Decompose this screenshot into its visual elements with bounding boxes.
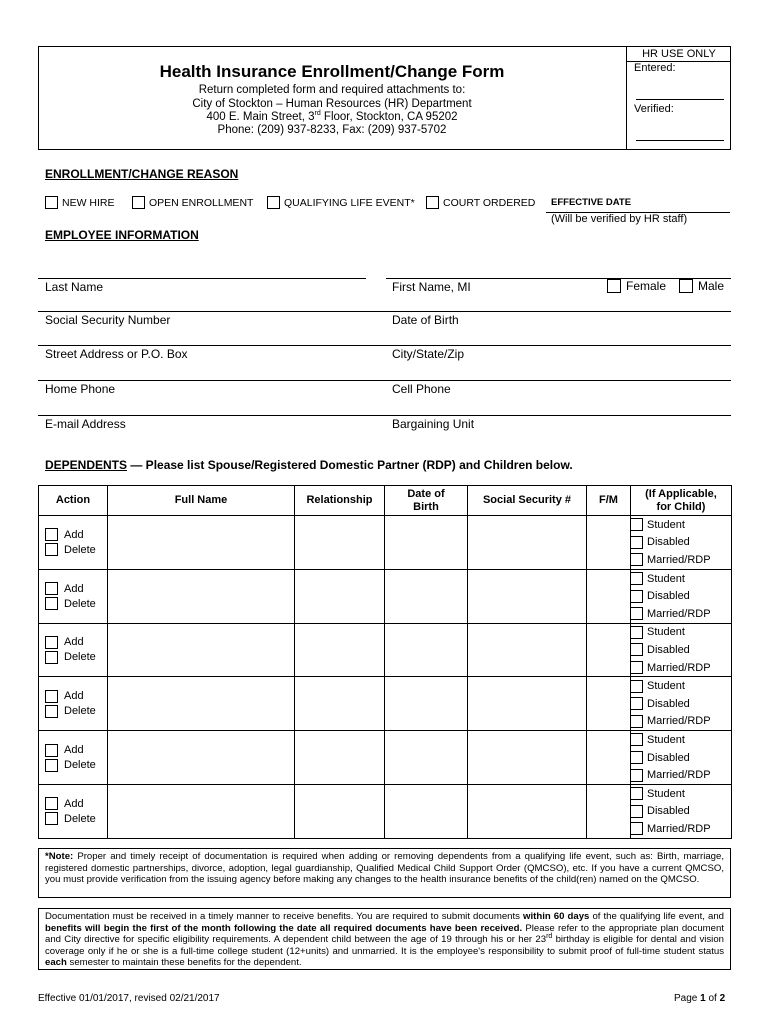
delete-label: Delete bbox=[64, 705, 96, 718]
action-option-delete[interactable] bbox=[45, 704, 107, 719]
student-label: Student bbox=[647, 626, 685, 639]
student-checkbox[interactable] bbox=[630, 572, 643, 585]
married-rdp-label: Married/RDP bbox=[647, 607, 711, 620]
student-checkbox[interactable] bbox=[630, 626, 643, 639]
dependent-full-name-field[interactable] bbox=[108, 677, 295, 731]
footer-effective-date: Effective 01/01/2017, revised 02/21/2017 bbox=[38, 993, 220, 1004]
dependent-action-cell bbox=[39, 516, 108, 570]
dependent-ssn-field[interactable] bbox=[468, 677, 587, 731]
reason-open-enrollment[interactable] bbox=[132, 196, 253, 209]
status-option-disabled[interactable] bbox=[631, 641, 731, 659]
qualifying-event-note: *Note: Proper and timely receipt of documentation is required when adding or removing dependents from a qualifying life event, such as: Birth, marriage, registered domestic partnerships, divorce, adoption, legal guardianship, Qualified Medical Child Support Order (QMCSO), etc. If you have a current QMCSO, you must provide verification from the issuing agency before making any changes to the health insurance benefits of the child(ren) named on the QMCSO. bbox=[38, 848, 731, 898]
male-label: Male bbox=[698, 279, 725, 293]
status-option-married-rdp[interactable] bbox=[631, 820, 731, 838]
dependent-full-name-field[interactable] bbox=[108, 569, 295, 623]
status-option-student[interactable] bbox=[631, 785, 731, 803]
col-action: Action bbox=[39, 486, 108, 516]
action-option-delete[interactable] bbox=[45, 650, 107, 665]
dependent-row bbox=[39, 516, 732, 570]
disabled-label: Disabled bbox=[647, 697, 690, 710]
add-label: Add bbox=[64, 690, 84, 703]
dependent-fm-field[interactable] bbox=[587, 784, 631, 838]
open-enrollment-checkbox[interactable] bbox=[132, 196, 145, 209]
street-label: Street Address or P.O. Box bbox=[45, 347, 188, 361]
address-department: City of Stockton – Human Resources (HR) Department bbox=[192, 98, 472, 110]
add-checkbox[interactable] bbox=[45, 690, 58, 703]
married-rdp-checkbox[interactable] bbox=[630, 661, 643, 674]
delete-label: Delete bbox=[64, 543, 96, 556]
disabled-checkbox[interactable] bbox=[630, 805, 643, 818]
status-option-married-rdp[interactable] bbox=[631, 766, 731, 784]
student-label: Student bbox=[647, 680, 685, 693]
col-applicable: (If Applicable, for Child) bbox=[631, 486, 732, 516]
delete-checkbox[interactable] bbox=[45, 651, 58, 664]
dependent-status-cell bbox=[631, 623, 732, 677]
dependent-action-cell bbox=[39, 569, 108, 623]
address-street: 400 E. Main Street, 3rd Floor, Stockton, CA 95202 bbox=[206, 110, 458, 123]
married-rdp-label: Married/RDP bbox=[647, 769, 711, 782]
dependent-row bbox=[39, 784, 732, 838]
home-phone-field[interactable] bbox=[38, 380, 731, 381]
status-option-married-rdp[interactable] bbox=[631, 551, 731, 569]
city-label: City/State/Zip bbox=[392, 347, 465, 361]
add-label: Add bbox=[64, 744, 84, 757]
ssn-field[interactable] bbox=[38, 311, 731, 312]
col-fm: F/M bbox=[587, 486, 631, 516]
disabled-checkbox[interactable] bbox=[630, 536, 643, 549]
status-option-disabled[interactable] bbox=[631, 534, 731, 552]
dependent-status-cell bbox=[631, 516, 732, 570]
status-option-disabled[interactable] bbox=[631, 803, 731, 821]
dependent-status-cell bbox=[631, 784, 732, 838]
documentation-note: Documentation must be received in a timely manner to receive benefits. You are required to submit documents within 60 days of the qualifying life event, and benefits will begin the first of the month following the date all required documents have been received. Please refer to the appropriate plan document and City directive for specific eligibility requirements. A dependent child between the age of 19 through his or her 23rd birthday is eligible for dental and vision coverage only if he or she is a full-time college student (12+units) and unmarried. It is the employee's responsibility to submit proof of full-time student status each semester to maintain these benefits for the dependent. bbox=[38, 908, 731, 970]
gender-male[interactable] bbox=[679, 279, 724, 293]
status-option-student[interactable] bbox=[631, 516, 731, 534]
female-checkbox[interactable] bbox=[607, 279, 621, 293]
status-option-student[interactable] bbox=[631, 570, 731, 588]
action-option-add[interactable] bbox=[45, 581, 107, 596]
dependent-action-cell bbox=[39, 784, 108, 838]
disabled-checkbox[interactable] bbox=[630, 697, 643, 710]
hr-use-title: HR USE ONLY bbox=[627, 47, 731, 62]
status-option-disabled[interactable] bbox=[631, 695, 731, 713]
address-phone: Phone: (209) 937-8233, Fax: (209) 937-5702 bbox=[217, 124, 447, 136]
status-option-student[interactable] bbox=[631, 677, 731, 695]
action-option-add[interactable] bbox=[45, 796, 107, 811]
dependent-ssn-field[interactable] bbox=[468, 569, 587, 623]
delete-checkbox[interactable] bbox=[45, 759, 58, 772]
student-checkbox[interactable] bbox=[630, 733, 643, 746]
effective-date-note: (Will be verified by HR staff) bbox=[551, 213, 688, 225]
dependent-status-cell bbox=[631, 677, 732, 731]
new-hire-checkbox[interactable] bbox=[45, 196, 58, 209]
dependent-fm-field[interactable] bbox=[587, 677, 631, 731]
action-option-add[interactable] bbox=[45, 689, 107, 704]
add-label: Add bbox=[64, 528, 84, 541]
delete-label: Delete bbox=[64, 597, 96, 610]
status-option-married-rdp[interactable] bbox=[631, 713, 731, 731]
dob-label: Date of Birth bbox=[392, 313, 459, 327]
qualifying-life-event-checkbox[interactable] bbox=[267, 196, 280, 209]
add-checkbox[interactable] bbox=[45, 582, 58, 595]
hr-verified-label: Verified: bbox=[634, 103, 674, 115]
gender-female[interactable] bbox=[607, 279, 666, 293]
footer-page-number: Page 1 of 2 bbox=[674, 993, 726, 1004]
add-checkbox[interactable] bbox=[45, 636, 58, 649]
first-name-label: First Name, MI bbox=[392, 280, 471, 294]
dependent-action-cell bbox=[39, 623, 108, 677]
bargaining-unit-label: Bargaining Unit bbox=[392, 417, 475, 431]
dependent-action-cell bbox=[39, 731, 108, 785]
delete-label: Delete bbox=[64, 759, 96, 772]
status-option-student[interactable] bbox=[631, 731, 731, 749]
effective-date-label: EFFECTIVE DATE bbox=[551, 197, 632, 208]
action-option-delete[interactable] bbox=[45, 596, 107, 611]
married-rdp-checkbox[interactable] bbox=[630, 715, 643, 728]
disabled-label: Disabled bbox=[647, 590, 690, 603]
new-hire-label: NEW HIRE bbox=[62, 196, 115, 209]
home-phone-label: Home Phone bbox=[45, 382, 116, 396]
dependent-full-name-field[interactable] bbox=[108, 784, 295, 838]
open-enrollment-label: OPEN ENROLLMENT bbox=[149, 196, 254, 209]
add-label: Add bbox=[64, 636, 84, 649]
action-option-delete[interactable] bbox=[45, 811, 107, 826]
delete-checkbox[interactable] bbox=[45, 705, 58, 718]
ssn-label: Social Security Number bbox=[45, 313, 171, 327]
col-ssn: Social Security # bbox=[468, 486, 587, 516]
married-rdp-label: Married/RDP bbox=[647, 715, 711, 728]
student-label: Student bbox=[647, 518, 685, 531]
action-option-delete[interactable] bbox=[45, 758, 107, 773]
status-option-student[interactable] bbox=[631, 624, 731, 642]
dependent-row bbox=[39, 623, 732, 677]
hr-entered-line[interactable] bbox=[636, 99, 724, 100]
disabled-label: Disabled bbox=[647, 751, 690, 764]
email-label: E-mail Address bbox=[45, 417, 126, 431]
delete-label: Delete bbox=[64, 812, 96, 825]
last-name-label: Last Name bbox=[45, 280, 104, 294]
dependents-table bbox=[38, 485, 732, 839]
add-checkbox[interactable] bbox=[45, 797, 58, 810]
add-checkbox[interactable] bbox=[45, 744, 58, 757]
employee-info-heading: EMPLOYEE INFORMATION bbox=[45, 228, 199, 242]
dependent-row bbox=[39, 677, 732, 731]
married-rdp-label: Married/RDP bbox=[647, 822, 711, 835]
status-option-disabled[interactable] bbox=[631, 587, 731, 605]
dependents-header-row bbox=[39, 486, 732, 516]
married-rdp-checkbox[interactable] bbox=[630, 607, 643, 620]
dependent-status-cell bbox=[631, 731, 732, 785]
disabled-label: Disabled bbox=[647, 536, 690, 549]
hr-verified-line[interactable] bbox=[636, 140, 724, 141]
married-rdp-label: Married/RDP bbox=[647, 661, 711, 674]
col-relationship: Relationship bbox=[295, 486, 385, 516]
dependent-relationship-field[interactable] bbox=[295, 677, 385, 731]
address-intro: Return completed form and required attachments to: bbox=[198, 84, 466, 96]
student-label: Student bbox=[647, 787, 685, 800]
action-option-delete[interactable] bbox=[45, 542, 107, 557]
married-rdp-checkbox[interactable] bbox=[630, 822, 643, 835]
court-ordered-label: COURT ORDERED bbox=[443, 196, 536, 209]
dependent-fm-field[interactable] bbox=[587, 516, 631, 570]
student-label: Student bbox=[647, 733, 685, 746]
disabled-label: Disabled bbox=[647, 643, 690, 656]
dependent-dob-field[interactable] bbox=[385, 516, 468, 570]
married-rdp-checkbox[interactable] bbox=[630, 769, 643, 782]
dependent-dob-field[interactable] bbox=[385, 784, 468, 838]
disabled-checkbox[interactable] bbox=[630, 590, 643, 603]
dependent-ssn-field[interactable] bbox=[468, 784, 587, 838]
dependent-full-name-field[interactable] bbox=[108, 516, 295, 570]
married-rdp-label: Married/RDP bbox=[647, 553, 711, 566]
court-ordered-checkbox[interactable] bbox=[426, 196, 439, 209]
dependent-dob-field[interactable] bbox=[385, 731, 468, 785]
dependent-relationship-field[interactable] bbox=[295, 784, 385, 838]
action-option-add[interactable] bbox=[45, 743, 107, 758]
student-checkbox[interactable] bbox=[630, 518, 643, 531]
dependent-action-cell bbox=[39, 677, 108, 731]
dependent-ssn-field[interactable] bbox=[468, 516, 587, 570]
add-checkbox[interactable] bbox=[45, 528, 58, 541]
student-label: Student bbox=[647, 572, 685, 585]
disabled-checkbox[interactable] bbox=[630, 751, 643, 764]
delete-checkbox[interactable] bbox=[45, 543, 58, 556]
dependent-relationship-field[interactable] bbox=[295, 516, 385, 570]
reason-qualifying-life-event[interactable] bbox=[267, 196, 415, 209]
disabled-checkbox[interactable] bbox=[630, 643, 643, 656]
dependent-full-name-field[interactable] bbox=[108, 731, 295, 785]
dependent-row bbox=[39, 731, 732, 785]
dependent-relationship-field[interactable] bbox=[295, 731, 385, 785]
col-full-name: Full Name bbox=[108, 486, 295, 516]
delete-label: Delete bbox=[64, 651, 96, 664]
dependent-fm-field[interactable] bbox=[587, 731, 631, 785]
qualifying-life-event-label: QUALIFYING LIFE EVENT* bbox=[284, 196, 415, 209]
email-field[interactable] bbox=[38, 415, 731, 416]
status-option-disabled[interactable] bbox=[631, 749, 731, 767]
status-option-married-rdp[interactable] bbox=[631, 605, 731, 623]
status-option-married-rdp[interactable] bbox=[631, 659, 731, 677]
reason-court-ordered[interactable] bbox=[426, 196, 535, 209]
dependent-dob-field[interactable] bbox=[385, 677, 468, 731]
hr-entered-label: Entered: bbox=[634, 62, 676, 74]
col-dob: Date of Birth bbox=[385, 486, 468, 516]
delete-checkbox[interactable] bbox=[45, 812, 58, 825]
dependent-ssn-field[interactable] bbox=[468, 623, 587, 677]
female-label: Female bbox=[626, 279, 667, 293]
add-label: Add bbox=[64, 582, 84, 595]
dependent-dob-field[interactable] bbox=[385, 569, 468, 623]
add-label: Add bbox=[64, 797, 84, 810]
dependent-row bbox=[39, 569, 732, 623]
disabled-label: Disabled bbox=[647, 805, 690, 818]
dependent-relationship-field[interactable] bbox=[295, 623, 385, 677]
married-rdp-checkbox[interactable] bbox=[630, 553, 643, 566]
dependents-heading: DEPENDENTS — Please list Spouse/Registered Domestic Partner (RDP) and Children below. bbox=[45, 458, 573, 472]
dependent-full-name-field[interactable] bbox=[108, 623, 295, 677]
male-checkbox[interactable] bbox=[679, 279, 693, 293]
student-checkbox[interactable] bbox=[630, 787, 643, 800]
dependent-relationship-field[interactable] bbox=[295, 569, 385, 623]
reason-new-hire[interactable] bbox=[45, 196, 115, 209]
enrollment-reason-heading: ENROLLMENT/CHANGE REASON bbox=[45, 167, 239, 181]
dependent-dob-field[interactable] bbox=[385, 623, 468, 677]
action-option-add[interactable] bbox=[45, 527, 107, 542]
form-title: Health Insurance Enrollment/Change Form bbox=[159, 62, 505, 81]
street-field[interactable] bbox=[38, 345, 731, 346]
dependent-fm-field[interactable] bbox=[587, 623, 631, 677]
delete-checkbox[interactable] bbox=[45, 597, 58, 610]
dependent-status-cell bbox=[631, 569, 732, 623]
cell-phone-label: Cell Phone bbox=[392, 382, 451, 396]
dependent-ssn-field[interactable] bbox=[468, 731, 587, 785]
dependent-fm-field[interactable] bbox=[587, 569, 631, 623]
student-checkbox[interactable] bbox=[630, 680, 643, 693]
action-option-add[interactable] bbox=[45, 635, 107, 650]
